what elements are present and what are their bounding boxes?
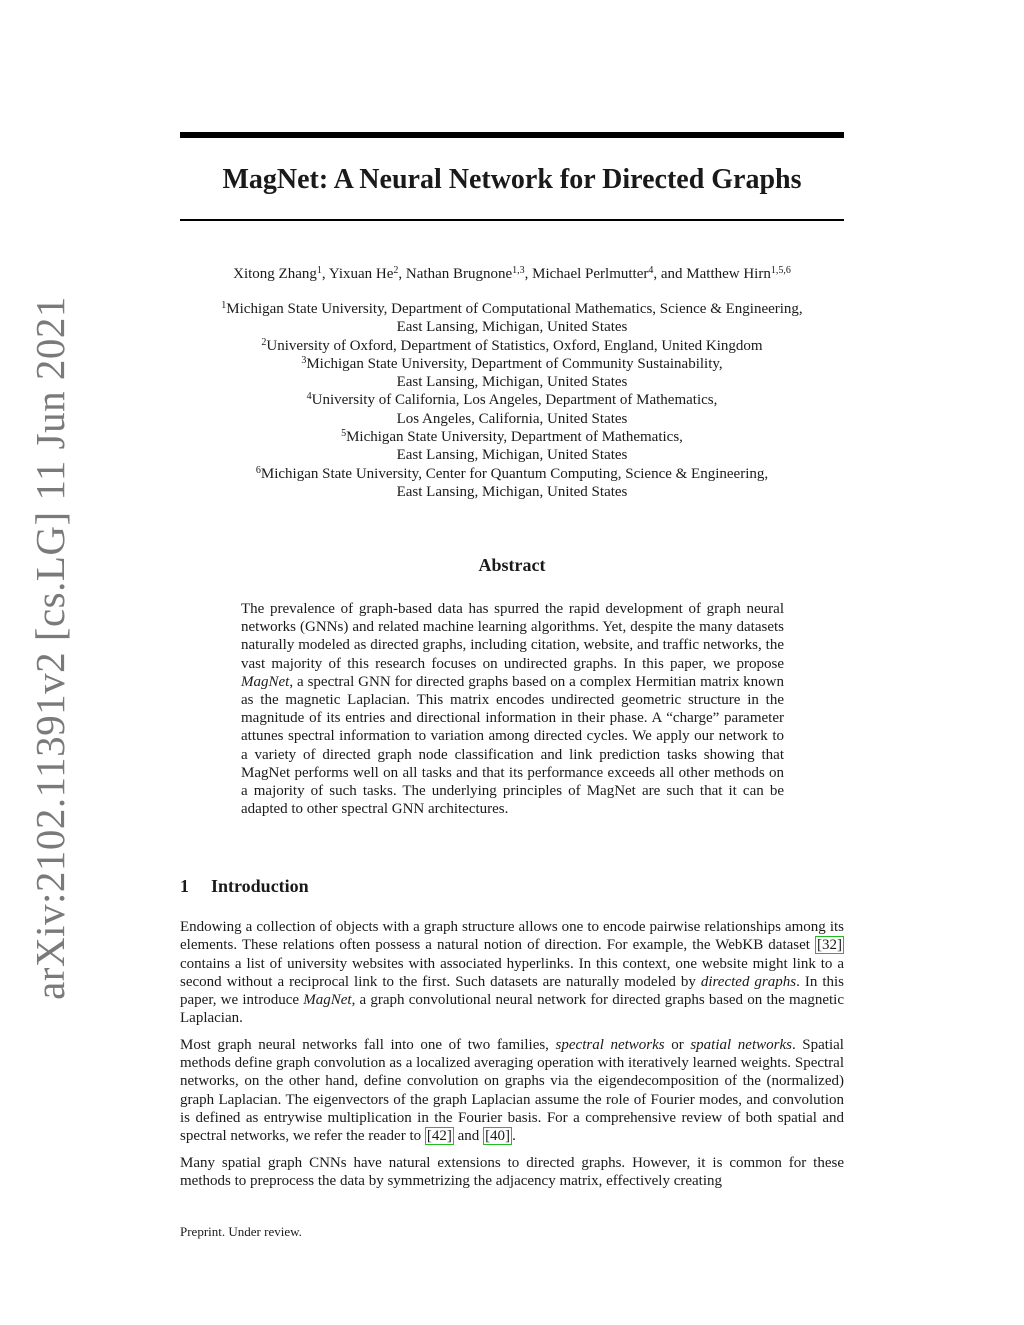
- affiliation-text: University of Oxford, Department of Statistics, Oxford, England, United Kingdom: [266, 337, 763, 354]
- author-affiliation-marker: 1,5,6: [770, 265, 791, 276]
- author-affiliation-marker: 4: [648, 265, 654, 276]
- emphasized-term: spectral networks: [555, 1036, 665, 1053]
- emphasized-term: MagNet: [241, 673, 290, 690]
- affiliation-line: [150, 373, 874, 391]
- introduction-body: [180, 918, 844, 1198]
- emphasized-term: MagNet: [303, 992, 352, 1009]
- text-run: Most graph neural networks fall into one of two families,: [180, 1036, 556, 1053]
- affiliation-list: [150, 300, 874, 501]
- affiliation-text: Michigan State University, Center for Quantum Computing, Science & Engineering,: [260, 465, 769, 482]
- affiliation-text: Michigan State University, Department of Community Sustainability,: [306, 355, 723, 372]
- citation-link[interactable]: [32]: [817, 937, 842, 954]
- affiliation-text: East Lansing, Michigan, United States: [396, 374, 628, 391]
- text-run: and: [453, 1128, 484, 1145]
- affiliation-line: [150, 355, 874, 373]
- affiliation-text: University of California, Los Angeles, Department of Mathematics,: [311, 392, 718, 409]
- text-run: . In this paper, we introduce: [180, 973, 844, 1009]
- author-name: Yixuan He: [328, 266, 394, 282]
- abstract-heading: Abstract: [478, 555, 546, 575]
- affiliation-text: Los Angeles, California, United States: [396, 410, 628, 427]
- author-list: Xitong Zhang$^1$, Yixuan He$^2$, Nathan Brugnone$^{1,3}$, Michael Perlmutter$^4$, and Matthew Hirn$^{1,5,6}$: [233, 265, 791, 282]
- paragraph: [180, 1036, 844, 1146]
- affiliation-line: [150, 410, 874, 428]
- section-heading: [180, 876, 309, 897]
- affiliation-text: East Lansing, Michigan, United States: [396, 483, 628, 500]
- affiliation-marker: 6: [255, 464, 261, 476]
- citation-link[interactable]: [42]: [426, 1128, 452, 1145]
- arxiv-identifier-stamp: arXiv:2102.11391v2 [cs.LG] 11 Jun 2021: [27, 296, 73, 1000]
- section-title: Introduction: [211, 876, 309, 896]
- author-affiliation-marker: 1,3: [512, 265, 525, 276]
- text-run: Many spatial graph CNNs have natural extensions to directed graphs. However, it is common for these methods to preprocess the data by symmetrizing the adjacency matrix, effectively creating: [180, 1154, 844, 1189]
- author-name: Michael Perlmutter: [532, 266, 649, 282]
- affiliation-marker: 2: [261, 336, 267, 348]
- text-run: , a spectral GNN for directed graphs based on a complex Hermitian matrix known as the magnetic Laplacian. This matrix encodes undirected geometric structure in the magnitude of its entries and directional information in their phase. A “charge” parameter attunes spectral information to variation among directed cycles. We apply our network to a variety of directed graph node classification and link prediction tasks showing that MagNet performs well on all tasks and that its performance exceeds all other methods on a majority of such tasks. The underlying principles of MagNet are such that it can be adapted to other spectral GNN architectures.: [241, 673, 784, 818]
- paper-title: MagNet: A Neural Network for Directed Graphs: [222, 164, 802, 195]
- affiliation-line: [150, 483, 874, 501]
- paragraph: [180, 918, 844, 1028]
- emphasized-term: directed graphs: [700, 973, 797, 990]
- author-affiliation-marker: 1: [316, 265, 322, 276]
- affiliation-line: [150, 300, 874, 318]
- affiliation-line: [150, 337, 874, 355]
- paragraph: [180, 1154, 844, 1191]
- affiliation-text: East Lansing, Michigan, United States: [396, 319, 628, 336]
- text-run: contains a list of university websites with associated hyperlinks. In this context, one website might link to a second without a reciprocal link to the first. Such datasets are naturally modeled by: [180, 955, 844, 990]
- affiliation-line: [150, 318, 874, 336]
- section-number: 1: [180, 876, 189, 896]
- affiliation-line: [150, 446, 874, 464]
- abstract-body: [241, 600, 784, 818]
- text-run: . Spatial methods define graph convolution as a localized averaging operation with iteratively learned weights. Spectral networks, on the other hand, define convolution on graphs via the eigendecomposition of the (normalized) graph Laplacian. The eigenvectors of the graph Laplacian assume the role of Fourier modes, and convolution is defined as entrywise multiplication in the Fourier basis. For a comprehensive review of both spatial and spectral networks, we refer the reader to: [180, 1036, 844, 1145]
- title-top-rule: [180, 132, 844, 138]
- text-run: .: [512, 1128, 516, 1145]
- affiliation-marker: 5: [341, 428, 347, 440]
- affiliation-marker: 3: [301, 354, 307, 366]
- emphasized-term: spatial networks: [690, 1036, 792, 1053]
- text-run: or: [664, 1036, 691, 1053]
- affiliation-text: Michigan State University, Department of Computational Mathematics, Science & Engineering,: [226, 301, 803, 317]
- affiliation-line: [150, 465, 874, 483]
- author-name: Xitong Zhang: [233, 266, 317, 282]
- affiliation-text: Michigan State University, Department of Mathematics,: [346, 429, 683, 446]
- text-run: Endowing a collection of objects with a graph structure allows one to encode pairwise relationships among its elements. These relations often possess a natural notion of direction. For example, the WebKB dataset: [180, 919, 844, 954]
- text-run: The prevalence of graph-based data has spurred the rapid development of graph neural networks (GNNs) and related machine learning algorithms. Yet, despite the many datasets naturally modeled as directed graphs, including citation, website, and traffic networks, the vast majority of this research focuses on undirected graphs. In this paper, we propose: [241, 601, 784, 672]
- author-name: Matthew Hirn: [686, 266, 771, 282]
- affiliation-line: [150, 391, 874, 409]
- text-run: , a graph convolutional neural network for directed graphs based on the magnetic Laplacian.: [180, 992, 844, 1027]
- author-affiliation-marker: 2: [393, 265, 399, 276]
- author-name: Nathan Brugnone: [405, 266, 513, 282]
- affiliation-text: East Lansing, Michigan, United States: [396, 447, 628, 464]
- title-bottom-rule: [180, 219, 844, 221]
- affiliation-marker: 1: [221, 300, 227, 311]
- citation-link[interactable]: [40]: [485, 1128, 511, 1145]
- affiliation-line: [150, 428, 874, 446]
- affiliation-marker: 4: [306, 391, 312, 403]
- footer-note: Preprint. Under review.: [180, 1224, 302, 1239]
